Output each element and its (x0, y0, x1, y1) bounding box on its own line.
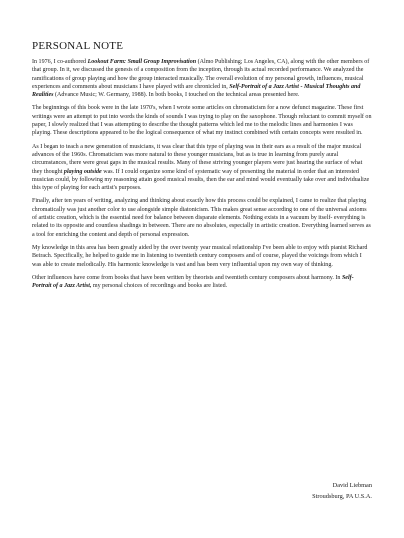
paragraph-1-text-c: (Almo Publishing; Los Angeles, CA), along with the other members of that group. In it, we discussed the genesis of a composition from the inception, through its actual recorded performance. We analyzed the ramifications of group playing and how the group interacted musically. The overall evolution of my personal growth, influences, musical experiences and comments about musicians I have played with are chronicled in, (32, 59, 370, 90)
paragraph-6-text-c: my personal choices of recordings and books are listed. (91, 283, 228, 290)
book-title-self-portrait-2: Self-Portrait of a Jazz Artist, (32, 274, 354, 290)
paragraph-1 (32, 58, 372, 99)
paragraph-2: The beginnings of this book were in the late 1970's, when I wrote some articles on chromaticism for a now defunct magazine. These first writings were an attempt to put into words the kinds of sounds I was trying to play on the saxophone. Though reluctant to commit myself on paper, I slowly realized that I was attempting to describe the thought patterns which led me to the melodic lines and harmonies I was playing. These descriptions appeared to be the logical consequence of what my instinct combined with certain concepts were resulted in. (32, 105, 372, 137)
paragraph-1-text-e: (Advance Music; W. Germany, 1988). In both books, I touched on the technical areas presented here. (53, 92, 300, 99)
signature-block (312, 481, 372, 502)
paragraph-3-text-c: was. If I could organize some kind of systematic way of presenting the material in order that an interested musician could, by following my reasoning attain good musical results, then the ear and mind would eventually take over and individualize this type of playing for each artist's purposes. (32, 168, 370, 192)
book-title-lookout-farm: Lookout Farm: Small Group Improvisation (87, 59, 197, 65)
author-name: David Liebman (332, 482, 372, 489)
paragraph-4: Finally, after ten years of writing, analyzing and thinking about exactly how this process could be explained, I came to realize that playing chromatically was just another color to use alongside simple diatonicism. This makes great sense according to one of the universal axioms of artistic creation, which is the essential need for balance between disparate elements. Nothing exists in a vacuum by itself- everything is related to its opposite and countless shadings in between. There are no absolutes, especially in artistic creation. Everything learned serves as a tool for enriching the content and depth of personal expression. (32, 198, 371, 238)
paragraph-3 (32, 143, 372, 193)
paragraph-5: My knowledge in this area has been greatly aided by the over twenty year musical relationship I've been able to enjoy with pianist Richard Beirach. Specifically, he helped to guide me in listening to twentieth century composers and of course, played the voicings from which I was able to create melodically. His harmonic knowledge is vast and has been very influential upon my own way of thinking. (32, 244, 368, 268)
paragraph-3-text-a: As I began to teach a new generation of musicians, it was clear that this type of playing was in their ears as a result of the major musical advances of the 1960s. Chromaticism was more natural to these younger musicians, but as is true in learning from purely aural circumstances, there were great gaps in the musical results. Many of these striving younger players were just hearing the surface of what they thought (32, 143, 363, 175)
phrase-playing-outside: playing outside (63, 168, 102, 175)
author-location: Stroudsburg, PA U.S.A. (312, 492, 372, 500)
paragraph-1-text-a: In 1976, I co-authored (32, 59, 88, 65)
paragraph-6-text-a: Other influences have come from books that have been written by theorists and twentieth century composers about harmony. In (32, 274, 342, 281)
paragraph-6 (32, 274, 372, 291)
book-title-self-portrait: Self-Portrait of a Jazz Artist - Musical Thoughts and Realities (32, 83, 361, 99)
page-title: PERSONAL NOTE (32, 40, 124, 52)
